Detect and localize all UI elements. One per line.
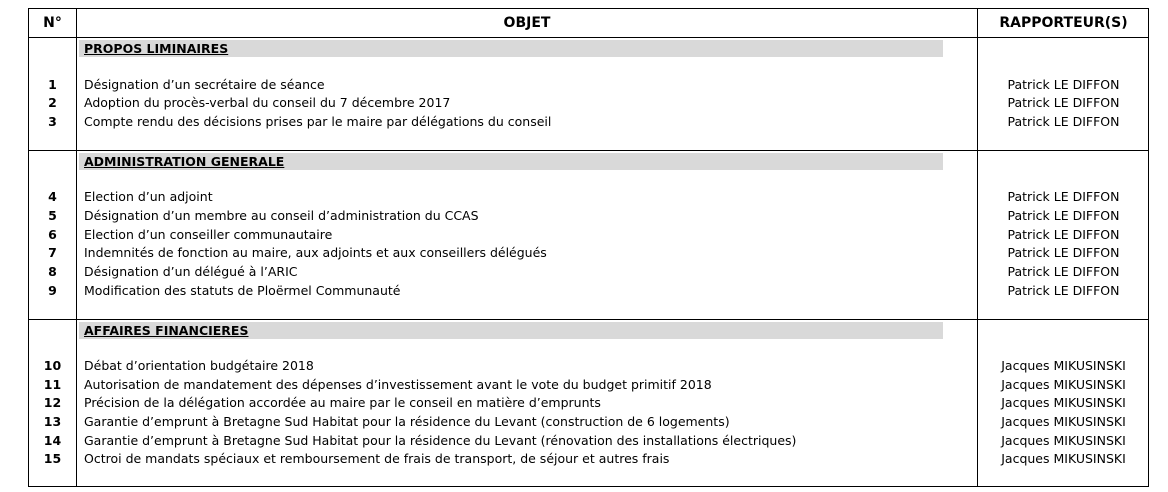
- item-objet: Election d’un adjoint: [84, 189, 213, 204]
- item-rapporteur: Jacques MIKUSINSKI: [1001, 395, 1126, 410]
- table-row: [29, 393, 1148, 412]
- table-row: [29, 281, 1148, 300]
- item-number: 7: [48, 245, 57, 260]
- header-num: N°: [43, 15, 62, 31]
- item-objet: Désignation d’un délégué à l’ARIC: [84, 264, 298, 279]
- item-rapporteur: Jacques MIKUSINSKI: [1001, 451, 1126, 466]
- item-objet: Garantie d’emprunt à Bretagne Sud Habitat pour la résidence du Levant (construction de 6 logements): [84, 414, 730, 429]
- table-row: [29, 449, 1148, 468]
- table-row: [29, 206, 1148, 225]
- item-rapporteur: Jacques MIKUSINSKI: [1001, 414, 1126, 429]
- table-row: [29, 375, 1148, 394]
- table-row: [29, 243, 1148, 262]
- item-number: 6: [48, 227, 57, 242]
- item-objet: Compte rendu des décisions prises par le maire par délégations du conseil: [84, 114, 552, 129]
- item-rapporteur: Jacques MIKUSINSKI: [1001, 358, 1126, 373]
- agenda-table: [28, 8, 1149, 487]
- item-number: 9: [48, 283, 57, 298]
- table-row: [29, 262, 1148, 281]
- table-row: [29, 93, 1148, 112]
- header-objet: OBJET: [503, 15, 551, 31]
- section-title: ADMINISTRATION GENERALE: [79, 153, 943, 170]
- item-objet: Indemnités de fonction au maire, aux adjoints et aux conseillers délégués: [84, 245, 547, 260]
- item-number: 5: [48, 208, 57, 223]
- item-rapporteur: Patrick LE DIFFON: [1007, 114, 1120, 129]
- header-rapporteur: RAPPORTEUR(S): [999, 15, 1128, 31]
- item-objet: Garantie d’emprunt à Bretagne Sud Habitat pour la résidence du Levant (rénovation des installations électriques): [84, 433, 797, 448]
- item-rapporteur: Patrick LE DIFFON: [1007, 189, 1120, 204]
- table-row: [29, 356, 1148, 375]
- section-propos-liminaires: [29, 38, 1148, 150]
- item-number: 11: [43, 377, 62, 392]
- section-administration-generale: [29, 151, 1148, 319]
- item-rapporteur: Patrick LE DIFFON: [1007, 245, 1120, 260]
- item-rapporteur: Jacques MIKUSINSKI: [1001, 433, 1126, 448]
- item-number: 2: [48, 95, 57, 110]
- item-number: 1: [48, 77, 57, 92]
- table-row: [29, 431, 1148, 450]
- item-number: 15: [43, 451, 62, 466]
- item-rapporteur: Patrick LE DIFFON: [1007, 208, 1120, 223]
- item-number: 12: [43, 395, 62, 410]
- item-objet: Débat d’orientation budgétaire 2018: [84, 358, 314, 373]
- item-number: 10: [43, 358, 62, 373]
- item-number: 4: [48, 189, 57, 204]
- section-affaires-financieres: [29, 320, 1148, 486]
- item-rapporteur: Patrick LE DIFFON: [1007, 95, 1120, 110]
- item-number: 8: [48, 264, 57, 279]
- table-row: [29, 112, 1148, 131]
- section-title: PROPOS LIMINAIRES: [79, 40, 943, 57]
- item-objet: Autorisation de mandatement des dépenses d’investissement avant le vote du budget primitif 2018: [84, 377, 712, 392]
- item-objet: Désignation d’un secrétaire de séance: [84, 77, 325, 92]
- item-objet: Octroi de mandats spéciaux et remboursement de frais de transport, de séjour et autres frais: [84, 451, 670, 466]
- item-rapporteur: Jacques MIKUSINSKI: [1001, 377, 1126, 392]
- item-rapporteur: Patrick LE DIFFON: [1007, 283, 1120, 298]
- item-rapporteur: Patrick LE DIFFON: [1007, 227, 1120, 242]
- table-row: [29, 412, 1148, 431]
- item-number: 14: [43, 433, 62, 448]
- item-objet: Modification des statuts de Ploërmel Communauté: [84, 283, 401, 298]
- item-rapporteur: Patrick LE DIFFON: [1007, 264, 1120, 279]
- table-row: [29, 225, 1148, 244]
- table-row: [29, 187, 1148, 206]
- item-number: 3: [48, 114, 57, 129]
- item-number: 13: [43, 414, 62, 429]
- item-objet: Election d’un conseiller communautaire: [84, 227, 333, 242]
- section-title: AFFAIRES FINANCIERES: [79, 322, 943, 339]
- item-objet: Désignation d’un membre au conseil d’administration du CCAS: [84, 208, 479, 223]
- table-row: [29, 75, 1148, 94]
- item-objet: Précision de la délégation accordée au maire par le conseil en matière d’emprunts: [84, 395, 601, 410]
- item-rapporteur: Patrick LE DIFFON: [1007, 77, 1120, 92]
- item-objet: Adoption du procès-verbal du conseil du 7 décembre 2017: [84, 95, 451, 110]
